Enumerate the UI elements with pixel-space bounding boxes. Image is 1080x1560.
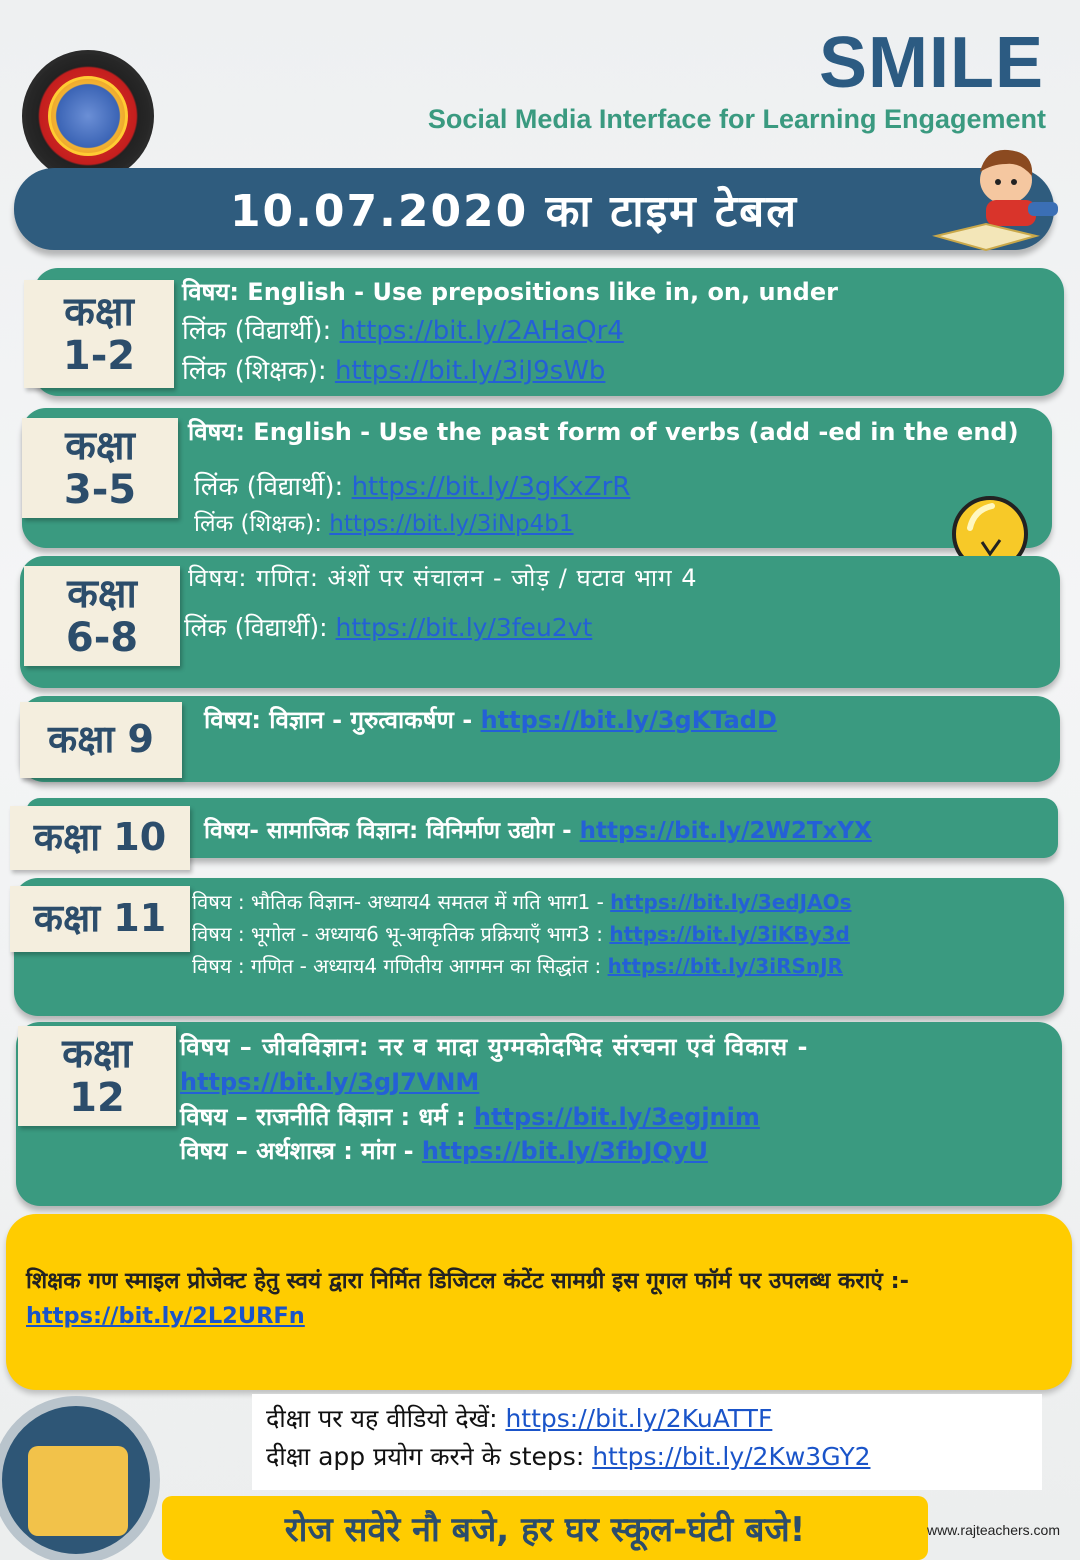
subject-label: विषय : भूगोल - अध्याय6 भू-आकृतिक प्रक्रियाएँ भाग3 : (192, 922, 603, 946)
subject-line-physics (192, 886, 852, 918)
spacer (328, 613, 336, 642)
diksha-info (252, 1394, 1042, 1490)
subject-label: विषय: (188, 418, 245, 446)
class-badge-1-2 (24, 280, 174, 388)
subject-link[interactable]: https://bit.ly/3gKTadD (480, 706, 777, 734)
subject-line-polsci (180, 1100, 808, 1135)
class-content-11 (192, 886, 852, 982)
subject-label: विषय – जीवविज्ञान: नर व मादा युग्मकोदभिद संरचना एवं विकास - (180, 1033, 809, 1061)
slogan-bar (162, 1496, 928, 1560)
subject-link[interactable]: https://bit.ly/3edJAOs (610, 890, 852, 914)
slogan-text: रोज सवेरे नौ बजे, हर घर स्कूल-घंटी बजे! (284, 1510, 806, 1550)
badge-label: कक्षा 9 (48, 717, 154, 762)
badge-grade: 3-5 (63, 467, 137, 513)
subject-line (188, 414, 1019, 451)
class-badge-12 (18, 1026, 176, 1126)
subject-label: विषय- सामाजिक विज्ञान: विनिर्माण उद्योग - (204, 818, 572, 844)
smile-subtitle: Social Media Interface for Learning Engagement (427, 104, 1046, 134)
subject-link[interactable]: https://bit.ly/3fbJQyU (421, 1137, 708, 1166)
subject-text: English - Use prepositions like in, on, under (238, 278, 838, 306)
teacher-link-line (182, 351, 838, 391)
subject-line-maths (192, 950, 852, 982)
spacer (343, 472, 351, 502)
timetable-title-bar (14, 168, 1054, 250)
class-content-3-5 (188, 414, 1019, 543)
badge-label: कक्षा (67, 571, 137, 617)
subject-link[interactable]: https://bit.ly/3gJ7VNM (180, 1067, 480, 1096)
subject-link[interactable]: https://bit.ly/3iKBy3d (609, 922, 850, 946)
subject-line-biology (180, 1030, 808, 1065)
biology-link-line (180, 1065, 808, 1100)
teacher-content-note (6, 1214, 1072, 1390)
subject-link[interactable]: https://bit.ly/3iRSnJR (607, 954, 843, 978)
google-form-link[interactable]: https://bit.ly/2L2URFn (26, 1302, 305, 1329)
subject-link[interactable]: https://bit.ly/2W2TxYX (579, 818, 872, 844)
badge-grade: 1-2 (62, 333, 136, 379)
link-label: लिंक (विद्यार्थी): (184, 613, 328, 643)
link-label: लिंक (शिक्षक): (182, 356, 327, 387)
education-dept-logo (22, 50, 154, 182)
subject-line (204, 814, 872, 850)
spacer (472, 706, 480, 734)
diksha-video-line (266, 1400, 1028, 1438)
badge-label: कक्षा 11 (33, 896, 167, 941)
subject-label: विषय – राजनीति विज्ञान : धर्म : (180, 1102, 466, 1131)
class-content-10 (204, 814, 872, 850)
timetable-title: 10.07.2020 का टाइम टेबल (229, 186, 799, 237)
spacer (414, 1137, 422, 1165)
diksha-video-label: दीक्षा पर यह वीडियो देखें: (266, 1404, 498, 1433)
subject-label: विषय : भौतिक विज्ञान- अध्याय4 समतल में गति भाग1 - (192, 890, 604, 914)
subject-link[interactable]: https://bit.ly/3egjnim (473, 1102, 760, 1131)
subject-line-economics (180, 1134, 808, 1169)
class-badge-3-5 (22, 418, 178, 518)
diksha-video-link[interactable]: https://bit.ly/2KuATTF (505, 1404, 773, 1433)
subject-label: विषय: गणित: (188, 564, 319, 592)
student-link-line (184, 609, 698, 648)
spacer (466, 1103, 474, 1131)
class-badge-6-8 (24, 566, 180, 666)
subject-label: विषय: (182, 278, 239, 306)
reading-kid-icon (916, 140, 1066, 260)
badge-label: कक्षा (62, 1031, 132, 1077)
student-link[interactable]: https://bit.ly/3feu2vt (335, 613, 593, 643)
subject-label: विषय – अर्थशास्त्र : मांग - (180, 1137, 414, 1166)
class-content-9 (204, 702, 777, 739)
link-label: लिंक (शिक्षक): (194, 511, 322, 538)
badge-label: कक्षा (64, 289, 134, 335)
badge-grade: 6-8 (65, 615, 139, 661)
link-label: लिंक (विद्यार्थी): (194, 472, 344, 503)
student-link[interactable]: https://bit.ly/3gKxZrR (351, 472, 631, 503)
link-label: लिंक (विद्यार्थी): (182, 316, 332, 347)
subject-line (188, 560, 698, 597)
logo-emblem-icon (48, 76, 128, 156)
diksha-steps-line (266, 1438, 1028, 1476)
class-badge-10 (10, 806, 190, 870)
smile-title: SMILE (818, 23, 1044, 103)
teacher-link-line (188, 507, 1019, 543)
badge-label: कक्षा 10 (33, 815, 167, 860)
subject-line-geography (192, 918, 852, 950)
subject-label: विषय : गणित - अध्याय4 गणितीय आगमन का सिद्धांत : (192, 954, 602, 978)
class-content-12 (180, 1030, 808, 1169)
subject-text: अंशों पर संचालन - जोड़ / घटाव भाग 4 (318, 564, 698, 592)
student-link[interactable]: https://bit.ly/2AHaQr4 (339, 316, 624, 347)
subject-text: English - Use the past form of verbs (add -ed in the end) (244, 418, 1019, 446)
subject-line (204, 702, 777, 739)
teacher-link[interactable]: https://bit.ly/3iJ9sWb (334, 356, 606, 387)
kids-reading-emblem (0, 1396, 160, 1560)
class-content-6-8 (184, 560, 698, 648)
class-badge-11 (10, 886, 190, 952)
diksha-steps-link[interactable]: https://bit.ly/2Kw3GY2 (592, 1441, 871, 1471)
note-text (26, 1264, 1056, 1334)
subject-label: विषय: विज्ञान - गुरुत्वाकर्षण - (204, 706, 473, 734)
spacer (572, 818, 580, 844)
spacer (327, 356, 335, 386)
student-link-line (188, 467, 1019, 507)
student-link-line (182, 311, 838, 351)
badge-grade: 12 (69, 1075, 125, 1121)
note-message: शिक्षक गण स्माइल प्रोजेक्ट हेतु स्वयं द्वारा निर्मित डिजिटल कंटेंट सामग्री इस गूगल फॉर्म पर उपलब्ध कराएं :- (26, 1268, 909, 1294)
class-badge-9 (20, 702, 182, 778)
books-icon (28, 1446, 128, 1536)
diksha-steps-label: दीक्षा app प्रयोग करने के steps: (266, 1441, 585, 1471)
teacher-link[interactable]: https://bit.ly/3iNp4b1 (329, 511, 574, 538)
subject-line (182, 274, 838, 311)
class-content-1-2 (182, 274, 838, 392)
watermark: www.rajteachers.com (926, 1522, 1060, 1538)
badge-label: कक्षा (65, 423, 135, 469)
spacer (331, 316, 339, 346)
